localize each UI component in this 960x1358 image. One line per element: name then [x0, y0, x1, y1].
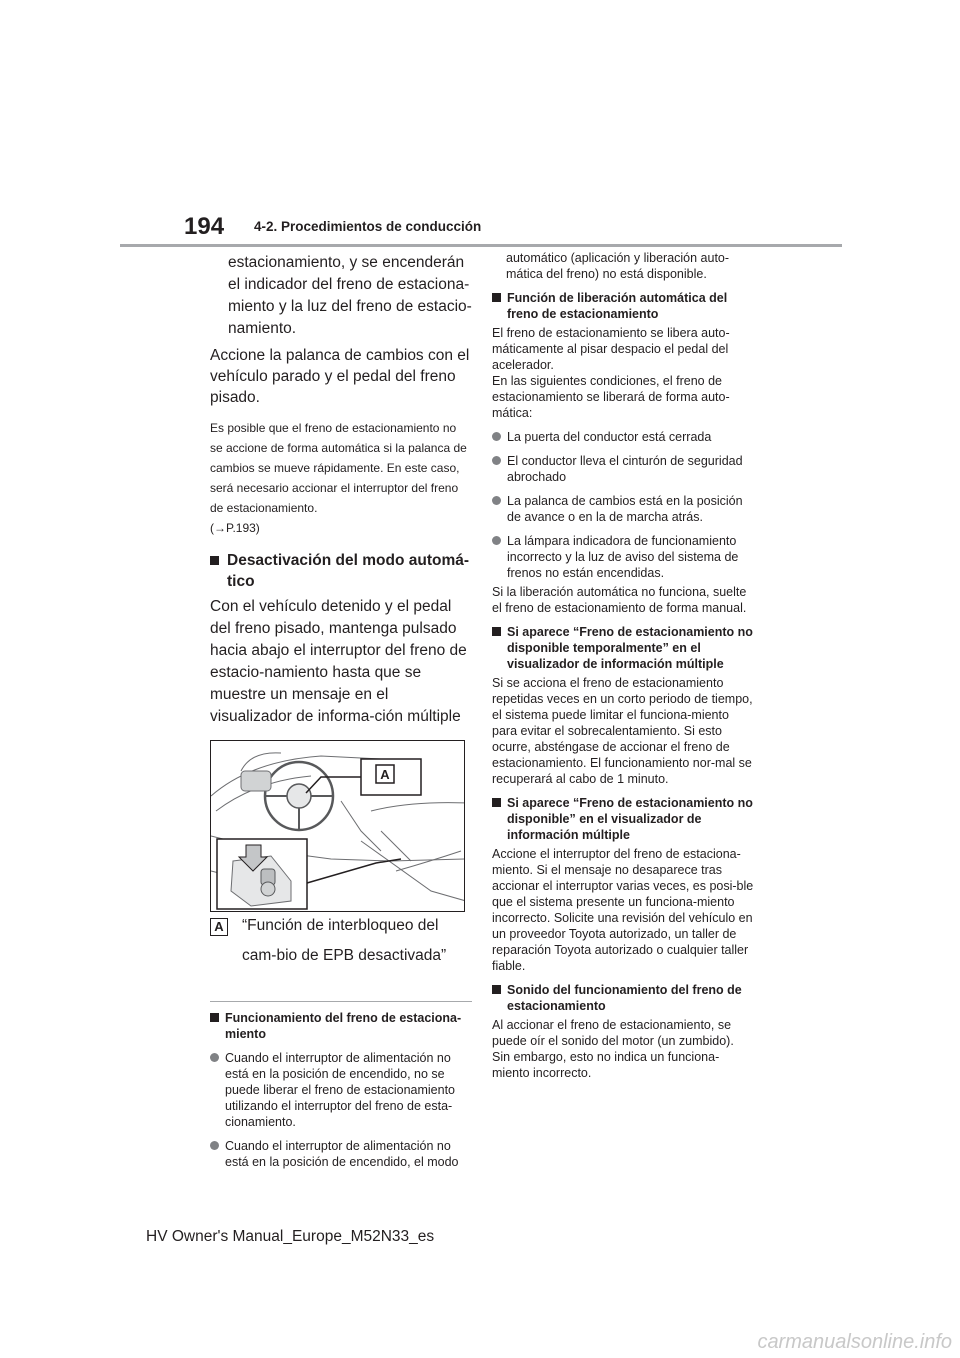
- note-bullet-text: Cuando el interruptor de alimentación no está en la posición de encendido, no se puede liberar el freno de estacionamiento utilizando el interruptor del freno de esta-cionamiento.: [225, 1051, 456, 1129]
- round-bullet-icon: [210, 1053, 219, 1062]
- caption-label-box: A: [210, 918, 228, 936]
- square-bullet-icon: [210, 556, 219, 565]
- illustration-epb-switch: [210, 740, 465, 912]
- deactivation-paragraph: Con el vehículo detenido y el pedal del freno pisado, mantenga pulsado hacia abajo el interruptor del freno de estacio-namiento hasta que se muestre un mensaje en el visualizador de informa-ción múltiple: [210, 598, 467, 725]
- page-number: 194: [184, 213, 225, 240]
- release-bullet: [492, 493, 754, 525]
- square-bullet-icon: [492, 985, 501, 994]
- left-column: [210, 252, 472, 1170]
- release-bullet: [492, 533, 754, 581]
- square-bullet-icon: [210, 1013, 219, 1022]
- small-note: [210, 418, 472, 538]
- unavailable-paragraph: Accione el interruptor del freno de estaciona-miento. Si el mensaje no desaparece tras accionar el interruptor varias veces, es posi-ble que el sistema presente un funciona-miento incorrecto. Solicite una revisión del vehículo en un proveedor Toyota autorizado, un taller de reparación Toyota autorizado o cualquier taller fiable.: [492, 847, 754, 973]
- round-bullet-icon: [492, 432, 501, 441]
- intro-paragraph: estacionamiento, y se encenderán el indicador del freno de estaciona-miento y la luz del freno de estacio-namiento.: [228, 254, 472, 337]
- round-bullet-icon: [492, 496, 501, 505]
- round-bullet-icon: [492, 456, 501, 465]
- deactivation-heading-text: Desactivación del modo automá-tico: [227, 552, 470, 590]
- square-bullet-icon: [492, 293, 501, 302]
- continuation-paragraph: automático (aplicación y liberación auto-mática del freno) no está disponible.: [506, 251, 730, 281]
- note-bullet: [210, 1138, 472, 1170]
- page-reference-link[interactable]: (→P.193): [210, 521, 260, 535]
- round-bullet-icon: [210, 1141, 219, 1150]
- header-divider: [120, 244, 842, 247]
- release-heading-text: Función de liberación automática del freno de estacionamiento: [507, 291, 728, 321]
- right-column: [492, 250, 754, 1081]
- square-bullet-icon: [492, 627, 501, 636]
- sound-paragraph: Al accionar el freno de estacionamiento, se puede oír el sonido del motor (un zumbido). Sin embargo, esto no indica un funciona-miento incorrecto.: [492, 1018, 734, 1080]
- release-paragraph: El freno de estacionamiento se libera auto-máticamente al pisar despacio el pedal del acelerador.: [492, 326, 730, 372]
- release-bullet: [492, 453, 754, 485]
- release-bullet: [492, 429, 754, 445]
- temp-unavailable-paragraph: Si se acciona el freno de estacionamiento repetidas veces en un corto periodo de tiempo, el sistema puede limitar el funciona-miento para evitar el sobrecalentamiento. Si esto ocurre, absténgase de accionar el freno de estacionamiento. El funcionamiento nor-mal se recuperará al cabo de 1 minuto.: [492, 676, 753, 786]
- note-heading: [210, 1010, 472, 1042]
- release-paragraph-2: En las siguientes condiciones, el freno de estacionamiento se liberará de forma auto-mática:: [492, 374, 730, 420]
- small-note-text: Es posible que el freno de estacionamiento no se accione de forma automática si la palanca de cambios se mueve rápidamente. En este caso, será necesario accionar el interruptor del freno de estacionamiento.: [210, 421, 467, 515]
- sound-heading-text: Sonido del funcionamiento del freno de estacionamiento: [507, 983, 742, 1013]
- release-bullet-text: La palanca de cambios está en la posición de avance o en la de marcha atrás.: [507, 494, 743, 524]
- unavailable-heading: [492, 795, 754, 843]
- note-divider: [210, 1001, 472, 1002]
- note-bullet-text: Cuando el interruptor de alimentación no está en la posición de encendido, el modo: [225, 1139, 459, 1169]
- unavailable-heading-text: Si aparece “Freno de estacionamiento no disponible” en el visualizador de información múltiple: [507, 796, 753, 842]
- temp-unavailable-heading: [492, 624, 754, 672]
- footer-manual-name: HV Owner's Manual_Europe_M52N33_es: [146, 1228, 435, 1245]
- action-paragraph: Accione la palanca de cambios con el vehículo parado y el pedal del freno pisado.: [210, 347, 470, 406]
- sound-heading: [492, 982, 754, 1014]
- release-bullet-text: El conductor lleva el cinturón de seguridad abrochado: [507, 454, 743, 484]
- section-title: 4-2. Procedimientos de conducción: [254, 219, 482, 234]
- caption-text: “Función de interbloqueo del cam-bio de EPB desactivada”: [242, 917, 447, 964]
- round-bullet-icon: [492, 536, 501, 545]
- square-bullet-icon: [492, 798, 501, 807]
- deactivation-heading: [210, 550, 472, 592]
- release-bullet-text: La puerta del conductor está cerrada: [507, 430, 712, 444]
- release-after-paragraph: Si la liberación automática no funciona, suelte el freno de estacionamiento de forma manual.: [492, 585, 747, 615]
- figure-caption: [210, 918, 472, 971]
- watermark: carmanualsonline.info: [757, 1331, 952, 1353]
- release-bullet-text: La lámpara indicadora de funcionamiento incorrecto y la luz de aviso del sistema de frenos no están encendidas.: [507, 534, 739, 580]
- note-bullet: [210, 1050, 472, 1130]
- dashboard-illustration: [211, 741, 465, 912]
- note-heading-text: Funcionamiento del freno de estaciona-miento: [225, 1011, 462, 1041]
- release-heading: [492, 290, 754, 322]
- callout-label: A: [380, 767, 390, 782]
- temp-unavailable-heading-text: Si aparece “Freno de estacionamiento no disponible temporalmente” en el visualizador de información múltiple: [507, 625, 753, 671]
